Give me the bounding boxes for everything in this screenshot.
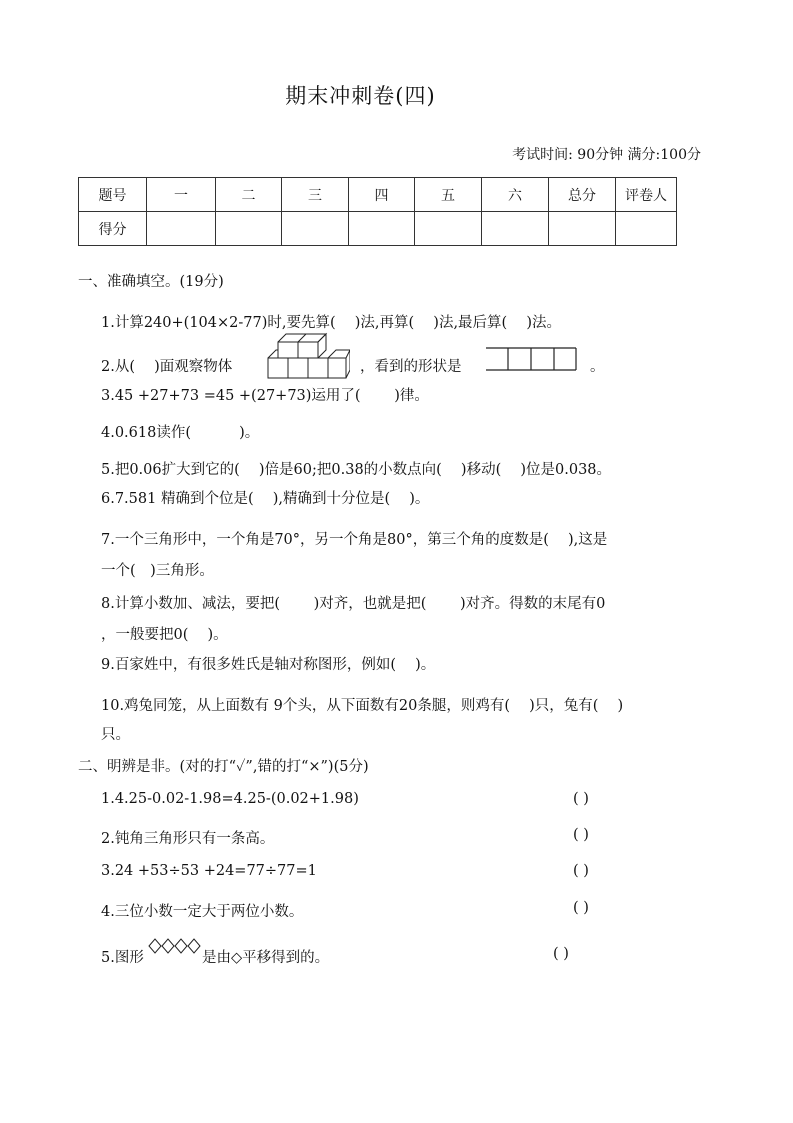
cube-stack-figure bbox=[266, 330, 350, 382]
score-cell[interactable] bbox=[216, 212, 282, 246]
score-cell[interactable] bbox=[415, 212, 482, 246]
score-cell[interactable] bbox=[616, 212, 677, 246]
score-cell[interactable] bbox=[482, 212, 549, 246]
question-6: 6.7.581 精确到个位是( ),精确到十分位是( )。 bbox=[101, 491, 430, 507]
judge-item-4: 4.三位小数一定大于两位小数。 bbox=[101, 904, 304, 920]
question-2-prefix: 2.从( )面观察物体 bbox=[101, 359, 233, 375]
judge-item-5-suffix: 是由◇平移得到的。 bbox=[202, 950, 330, 966]
page-title: 期末冲刺卷(四) bbox=[285, 84, 436, 108]
question-3: 3.45 +27+73 =45 +(27+73)运用了( )律。 bbox=[101, 388, 429, 404]
question-4: 4.0.618读作( )。 bbox=[101, 425, 260, 441]
judge-item-3: 3.24 +53÷53 +24=77÷77=1 bbox=[101, 863, 317, 879]
answer-paren[interactable]: ( ) bbox=[573, 791, 589, 807]
answer-paren[interactable]: ( ) bbox=[573, 900, 589, 916]
score-header-cell: 一 bbox=[147, 178, 216, 212]
answer-paren[interactable]: ( ) bbox=[573, 827, 589, 843]
answer-paren[interactable]: ( ) bbox=[553, 946, 569, 962]
exam-info: 考试时间: 90分钟 满分:100分 bbox=[512, 147, 701, 163]
question-5: 5.把0.06扩大到它的( )倍是60;把0.38的小数点向( )移动( )位是0.038。 bbox=[101, 462, 612, 478]
score-header-cell: 总分 bbox=[549, 178, 616, 212]
score-header-cell: 五 bbox=[415, 178, 482, 212]
answer-paren[interactable]: ( ) bbox=[573, 863, 589, 879]
score-header-cell: 三 bbox=[282, 178, 349, 212]
score-header-cell: 评卷人 bbox=[616, 178, 677, 212]
score-table-header-row bbox=[79, 178, 677, 212]
question-2-middle: ，看到的形状是 bbox=[360, 359, 462, 375]
section1-heading: 一、准确填空。(19分) bbox=[78, 274, 224, 290]
score-header-cell: 六 bbox=[482, 178, 549, 212]
score-header-cell: 二 bbox=[216, 178, 282, 212]
judge-item-2: 2.钝角三角形只有一条高。 bbox=[101, 831, 275, 847]
question-7-line2: 一个( )三角形。 bbox=[101, 563, 214, 579]
question-1: 1.计算240+(104×2-77)时,要先算( )法,再算( )法,最后算( )法。 bbox=[101, 315, 561, 331]
section2-heading: 二、明辨是非。(对的打“✓”,错的打“×”)(5分) bbox=[78, 759, 369, 775]
question-9: 9.百家姓中，有很多姓氏是轴对称图形，例如( )。 bbox=[101, 657, 436, 673]
judge-item-1: 1.4.25-0.02-1.98=4.25-(0.02+1.98) bbox=[101, 791, 359, 807]
score-cell[interactable] bbox=[349, 212, 415, 246]
question-7-line1: 7.一个三角形中，一个角是70°，另一个角是80°，第三个角的度数是( ),这是 bbox=[101, 532, 608, 548]
question-8-line1: 8.计算小数加、减法，要把( )对齐，也就是把( )对齐。得数的末尾有0 bbox=[101, 596, 606, 612]
question-10-line1: 10.鸡兔同笼，从上面数有 9个头，从下面数有20条腿，则鸡有( )只，兔有( ) bbox=[101, 698, 624, 714]
score-header-cell: 题号 bbox=[79, 178, 147, 212]
judge-item-5-prefix: 5.图形 bbox=[101, 950, 144, 966]
score-header-cell: 四 bbox=[349, 178, 415, 212]
score-cell[interactable] bbox=[549, 212, 616, 246]
score-cell[interactable] bbox=[147, 212, 216, 246]
question-8-line2: ，一般要把0( )。 bbox=[101, 627, 228, 643]
question-2-suffix: 。 bbox=[590, 359, 605, 375]
question-10-line2: 只。 bbox=[101, 727, 130, 743]
score-cell[interactable] bbox=[282, 212, 349, 246]
score-table-score-row bbox=[79, 212, 677, 246]
diamond-row-figure bbox=[148, 937, 202, 955]
view-shape-figure bbox=[484, 344, 578, 374]
score-table bbox=[78, 177, 677, 246]
score-row-label: 得分 bbox=[79, 212, 147, 246]
